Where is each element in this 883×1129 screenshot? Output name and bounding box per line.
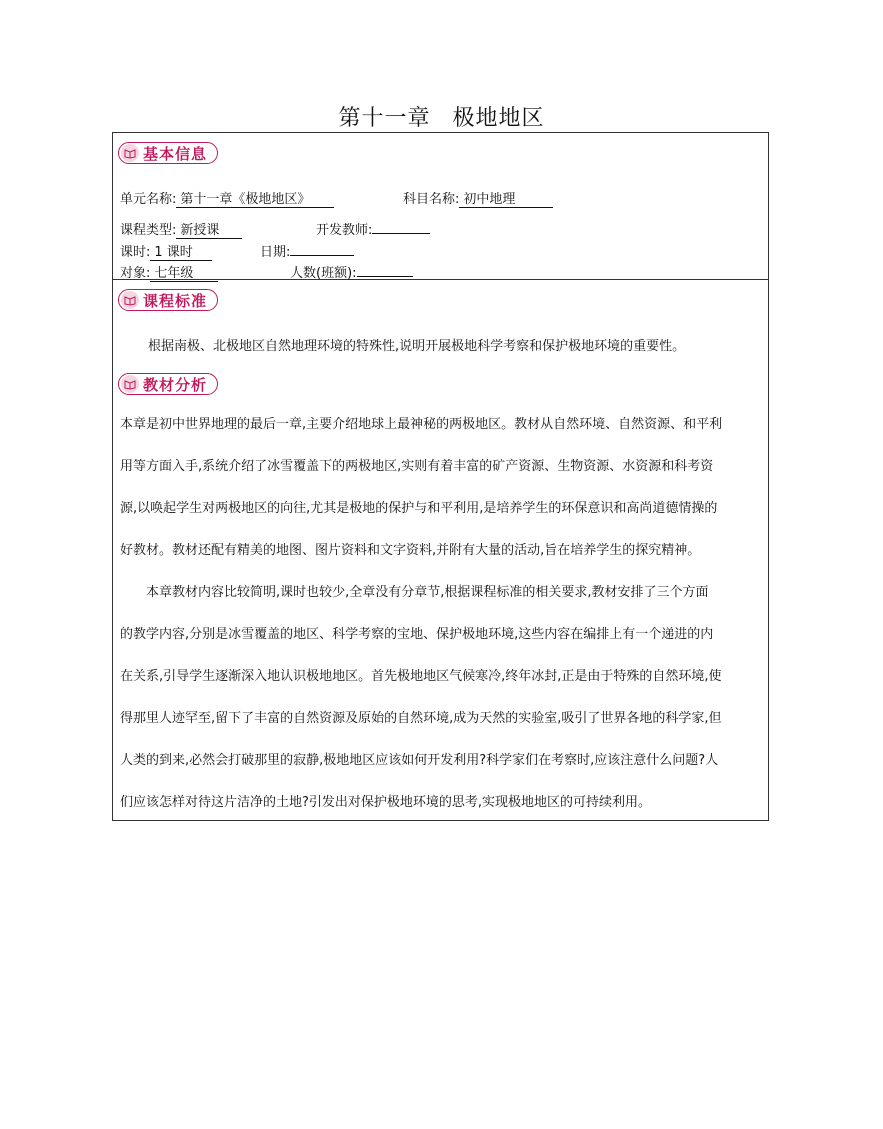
analysis-line: 好教材。教材还配有精美的地图、图片资料和文字资料,并附有大量的活动,旨在培养学生的探究精神。	[120, 543, 701, 558]
section-badge-basic	[118, 142, 218, 164]
course-type-row: 课程类型: 新授课	[120, 219, 242, 239]
date-value	[290, 255, 354, 256]
book-icon	[121, 375, 139, 393]
subject-value: 初中地理	[459, 192, 553, 208]
standard-text: 根据南极、北极地区自然地理环境的特殊性,说明开展极地科学考察和保护极地环境的重要性。	[148, 339, 686, 354]
hours-value: 1 课时	[150, 245, 212, 261]
hours-row: 课时: 1 课时	[120, 241, 212, 261]
page-title	[0, 101, 883, 132]
target-value: 七年级	[150, 266, 218, 282]
book-icon	[121, 291, 139, 309]
developer-row: 开发教师:	[316, 219, 430, 238]
book-icon	[121, 144, 139, 162]
section-title-standard: 课程标准	[143, 291, 208, 310]
count-value	[357, 276, 413, 277]
course-type-value: 新授课	[176, 223, 242, 239]
title-chapter: 第十一章	[338, 106, 431, 131]
section-title-basic: 基本信息	[143, 144, 208, 163]
analysis-line: 用等方面入手,系统介绍了冰雪覆盖下的两极地区,实则有着丰富的矿产资源、生物资源、水资源和科考资	[120, 459, 714, 474]
analysis-line: 们应该怎样对待这片洁净的土地?引发出对保护极地环境的思考,实现极地地区的可持续利用。	[120, 795, 652, 810]
title-name: 极地地区	[452, 106, 545, 131]
analysis-line: 在关系,引导学生逐渐深入地认识极地地区。首先极地地区气候寒冷,终年冰封,正是由于特殊的自然环境,使	[120, 669, 722, 684]
analysis-line: 得那里人迹罕至,留下了丰富的自然资源及原始的自然环境,成为天然的实验室,吸引了世界各地的科学家,但	[120, 711, 722, 726]
section-badge-analysis	[118, 373, 218, 395]
analysis-line: 本章是初中世界地理的最后一章,主要介绍地球上最神秘的两极地区。教材从自然环境、自然资源、和平利	[120, 417, 723, 432]
analysis-paragraph	[120, 404, 765, 824]
date-row: 日期:	[260, 241, 354, 260]
unit-row: 单元名称: 第十一章《极地地区》	[120, 188, 334, 208]
subject-row: 科目名称: 初中地理	[403, 188, 553, 208]
analysis-line: 本章教材内容比较简明,课时也较少,全章没有分章节,根据课程标准的相关要求,教材安排了三个方面	[146, 585, 709, 600]
target-row: 对象: 七年级	[120, 262, 218, 282]
analysis-line: 的教学内容,分别是冰雪覆盖的地区、科学考察的宝地、保护极地环境,这些内容在编排上有一个递进的内	[120, 627, 714, 642]
count-row: 人数(班额):	[290, 262, 413, 281]
section-title-analysis: 教材分析	[143, 375, 208, 394]
section-badge-standard	[118, 289, 218, 311]
developer-value	[372, 233, 430, 234]
analysis-line: 源,以唤起学生对两极地区的向往,尤其是极地的保护与和平利用,是培养学生的环保意识和高尚道德情操的	[120, 501, 718, 516]
unit-value: 第十一章《极地地区》	[176, 192, 334, 208]
analysis-line: 人类的到来,必然会打破那里的寂静,极地地区应该如何开发利用?科学家们在考察时,应该注意什么问题?人	[120, 753, 719, 768]
